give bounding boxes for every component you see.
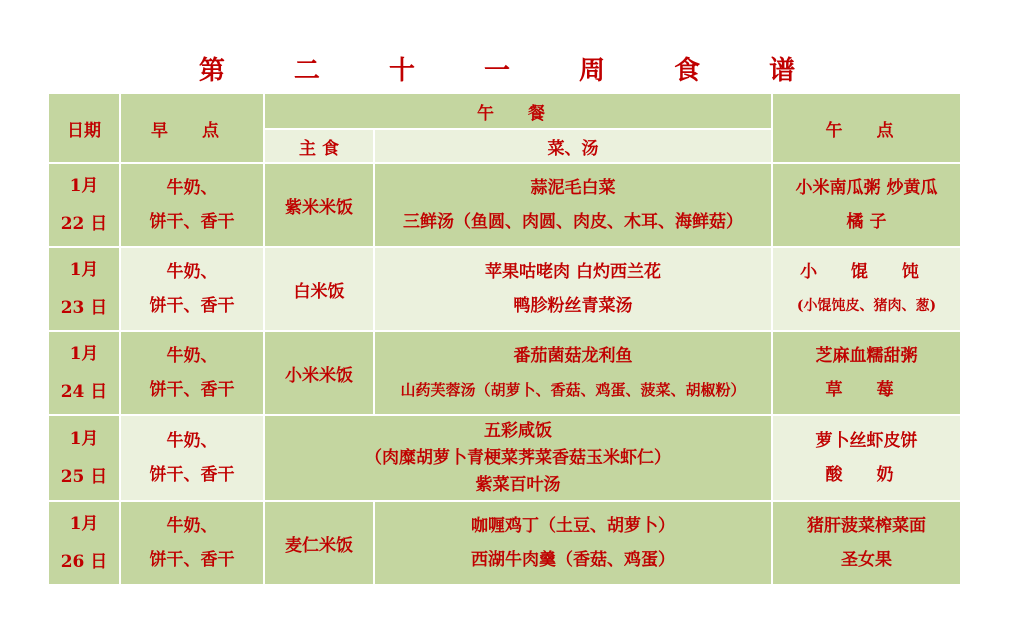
table-row: [48, 331, 961, 415]
date-day: 25 日: [60, 467, 108, 487]
main-cell: 麦仁米饭: [264, 501, 374, 585]
breakfast-line: 牛奶、: [166, 516, 218, 536]
date-cell: [48, 501, 120, 585]
table-row: [48, 163, 961, 247]
table-row: [48, 247, 961, 331]
snack-cell: [772, 163, 961, 247]
dishes-cell: [374, 163, 772, 247]
dish-line: 山药芙蓉汤（胡萝卜、香菇、鸡蛋、菠菜、胡椒粉）: [400, 381, 746, 399]
snack-cell: [772, 331, 961, 415]
breakfast-line: 牛奶、: [166, 346, 218, 366]
snack-line: 小米南瓜粥 炒黄瓜: [795, 178, 938, 198]
dishes-cell: [374, 247, 772, 331]
dishes-cell: [374, 331, 772, 415]
dish-line: 鸭胗粉丝青菜汤: [513, 296, 633, 316]
date-day: 26 日: [60, 552, 108, 572]
date-day: 23 日: [60, 298, 108, 318]
snack-line: (小馄饨皮、猪肉、葱): [796, 298, 937, 314]
breakfast-line: 饼干、香干: [149, 296, 235, 316]
date-month: 1月: [69, 514, 99, 534]
breakfast-cell: [120, 331, 264, 415]
snack-line: 猪肝菠菜榨菜面: [807, 516, 927, 536]
date-cell: [48, 415, 120, 501]
table-row: [48, 501, 961, 585]
header-breakfast: 早 点: [120, 93, 264, 163]
date-month: 1月: [69, 260, 99, 280]
snack-line: 萝卜丝虾皮饼: [815, 431, 918, 451]
page-title: 第 二 十 一 周 食 谱: [198, 56, 826, 86]
dishes-cell: [374, 501, 772, 585]
dish-line: 咖喱鸡丁（土豆、胡萝卜）: [471, 516, 675, 536]
dish-line: 番茄菌菇龙利鱼: [513, 346, 633, 366]
dish-line: 三鲜汤（鱼圆、肉圆、肉皮、木耳、海鲜菇）: [403, 212, 743, 232]
breakfast-cell: [120, 163, 264, 247]
dish-line: 蒜泥毛白菜: [530, 178, 616, 198]
breakfast-cell: [120, 501, 264, 585]
dish-line: 苹果咕咾肉 白灼西兰花: [485, 262, 661, 282]
main-cell: 小米米饭: [264, 331, 374, 415]
snack-cell: [772, 501, 961, 585]
dish-line: 西湖牛肉羹（香菇、鸡蛋）: [471, 550, 675, 570]
breakfast-cell: [120, 415, 264, 501]
snack-cell: [772, 415, 961, 501]
header-snack: 午 点: [772, 93, 961, 163]
header-date: 日期: [48, 93, 120, 163]
header-lunch-main: 主 食: [264, 129, 374, 163]
weekly-menu-table: [47, 92, 962, 586]
main-cell: 白米饭: [264, 247, 374, 331]
date-day: 24 日: [60, 382, 108, 402]
date-cell: [48, 247, 120, 331]
dish-line: （肉糜胡萝卜青梗菜荠菜香菇玉米虾仁）: [365, 447, 671, 468]
date-cell: [48, 163, 120, 247]
date-cell: [48, 331, 120, 415]
breakfast-line: 牛奶、: [166, 178, 218, 198]
header-lunch-dishes: 菜、汤: [374, 129, 772, 163]
breakfast-line: 饼干、香干: [149, 380, 235, 400]
date-month: 1月: [69, 344, 99, 364]
snack-line: 橘 子: [846, 212, 887, 232]
main-cell: 紫米米饭: [264, 163, 374, 247]
header-lunch: 午 餐: [264, 93, 772, 129]
date-month: 1月: [69, 176, 99, 196]
snack-cell: [772, 247, 961, 331]
breakfast-line: 饼干、香干: [149, 212, 235, 232]
snack-line: 小 馄 饨: [800, 262, 933, 282]
dish-line: 五彩咸饭: [484, 420, 552, 441]
combined-lunch-cell: [264, 415, 772, 501]
snack-line: 酸 奶: [825, 465, 908, 485]
breakfast-cell: [120, 247, 264, 331]
date-day: 22 日: [60, 214, 108, 234]
breakfast-line: 牛奶、: [166, 262, 218, 282]
snack-line: 圣女果: [841, 550, 893, 570]
dish-line: 紫菜百叶汤: [475, 474, 561, 495]
table-row: [48, 415, 961, 501]
breakfast-line: 饼干、香干: [149, 465, 235, 485]
breakfast-line: 饼干、香干: [149, 550, 235, 570]
date-month: 1月: [69, 429, 99, 449]
snack-line: 草 莓: [825, 380, 908, 400]
breakfast-line: 牛奶、: [166, 431, 218, 451]
snack-line: 芝麻血糯甜粥: [815, 346, 918, 366]
